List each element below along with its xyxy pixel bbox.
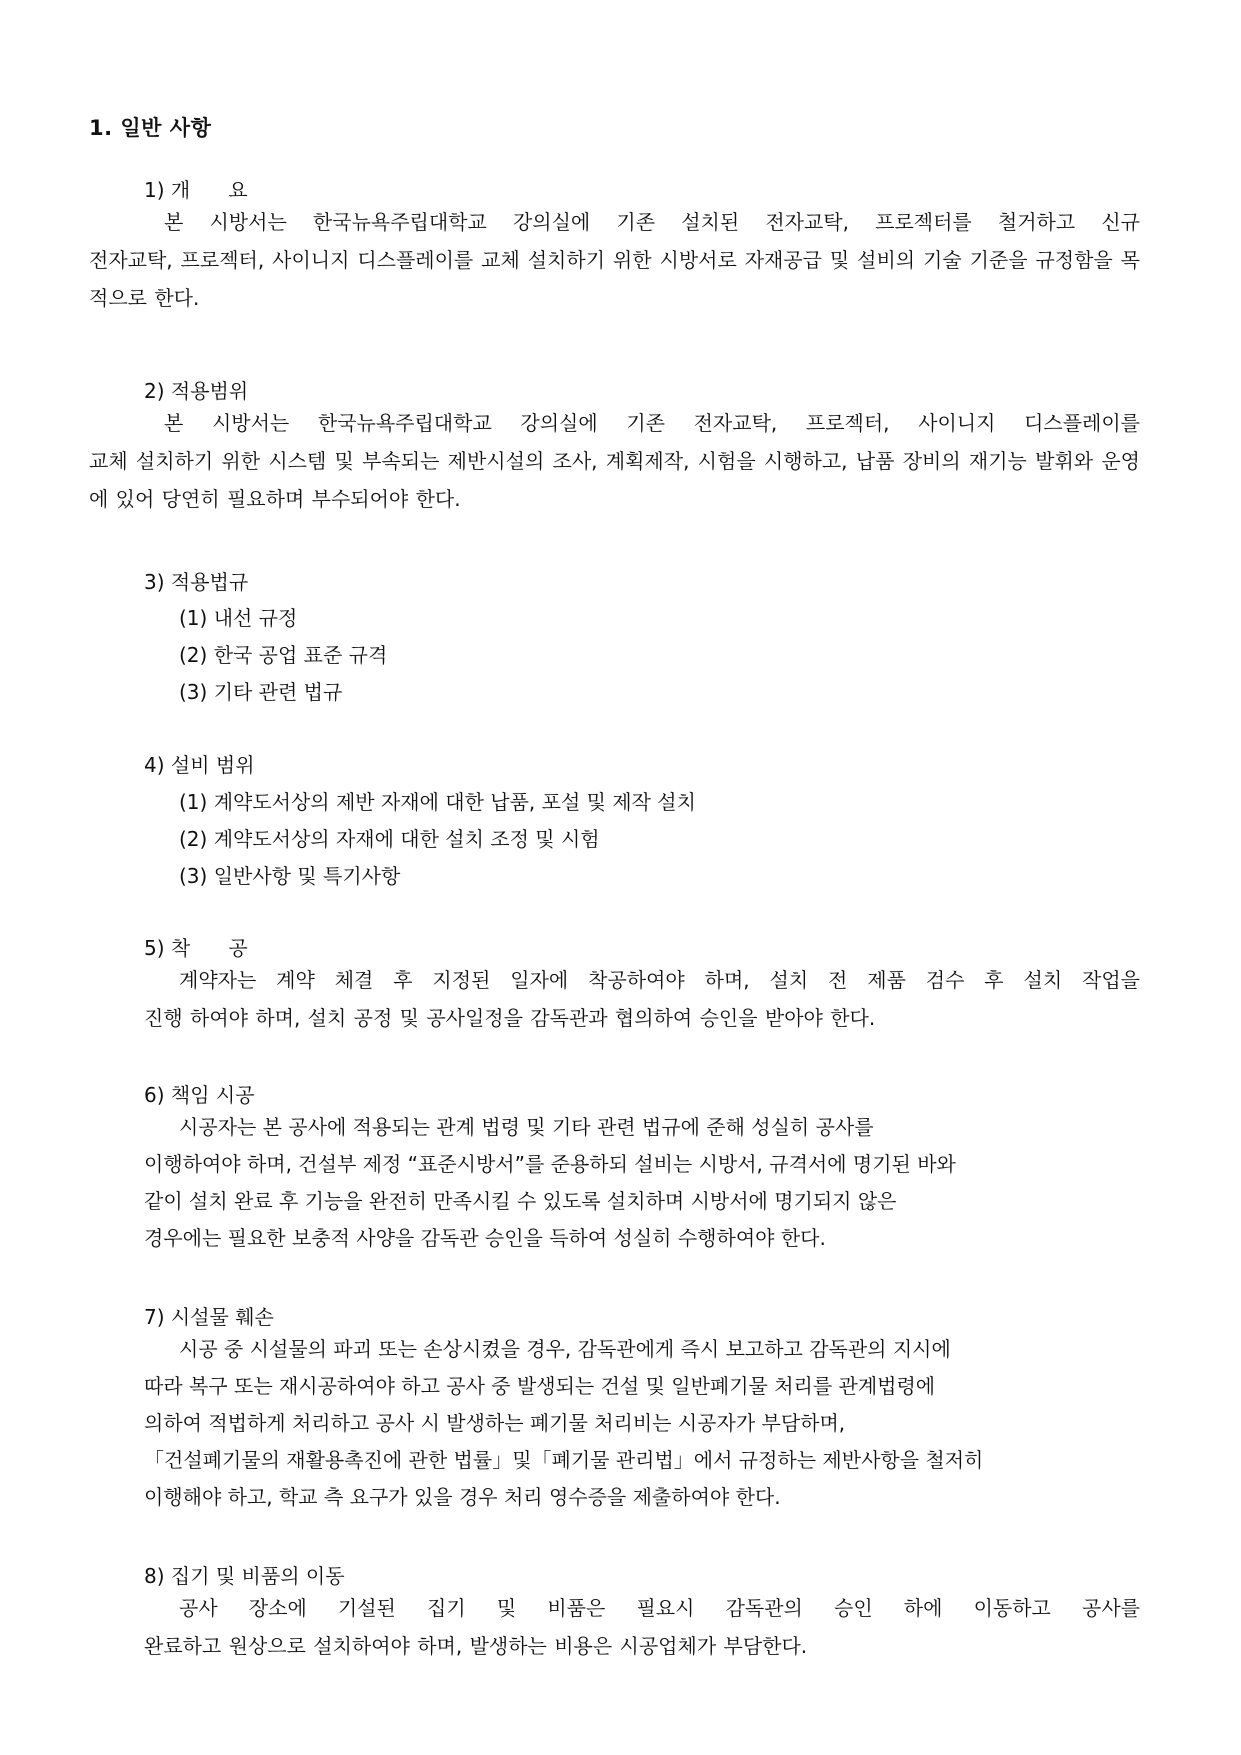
paragraph-body: 교체 설치하기 위한 시스템 및 부속되는 제반시설의 조사, 계획제작, 시험을 시행하고, 납품 장비의 재기능 발휘와 운영에 있어 당연히 필요하며 부수되어야 한다. bbox=[89, 449, 1140, 511]
subsection-heading: 1) 개 요 bbox=[144, 178, 248, 202]
paragraph-line: 이행하여야 하며, 건설부 제정 “표준시방서”를 준용하되 설비는 시방서, 규격서에 명기된 바와 bbox=[144, 1152, 956, 1176]
subsection-heading: 6) 책임 시공 bbox=[144, 1083, 255, 1107]
paragraph-line: 시공자는 본 공사에 적용되는 관계 법령 및 기타 관련 법규에 준해 성실히 공사를 bbox=[179, 1115, 874, 1139]
subsection-heading: 5) 착 공 bbox=[144, 936, 248, 960]
paragraph-line: 「건설폐기물의 재활용촉진에 관한 법률」및「폐기물 관리법」에서 규정하는 제반사항을 철저히 bbox=[144, 1448, 984, 1472]
paragraph-line: 이행해야 하고, 학교 측 요구가 있을 경우 처리 영수증을 제출하여야 한다. bbox=[144, 1485, 781, 1509]
list-item: (3) 일반사항 및 특기사항 bbox=[179, 864, 401, 888]
paragraph-line: 의하여 적법하게 처리하고 공사 시 발생하는 폐기물 처리비는 시공자가 부담하며, bbox=[144, 1411, 846, 1435]
subsection-heading: 4) 설비 범위 bbox=[144, 753, 255, 777]
section-title: 1. 일반 사항 bbox=[89, 116, 212, 140]
subsection-heading: 8) 집기 및 비품의 이동 bbox=[144, 1564, 345, 1588]
list-item: (1) 계약도서상의 제반 자재에 대한 납품, 포설 및 제작 설치 bbox=[179, 790, 696, 814]
paragraph-line: 따라 복구 또는 재시공하여야 하고 공사 중 발생되는 건설 및 일반폐기물 처리를 관계법령에 bbox=[144, 1374, 936, 1398]
subsection-heading: 7) 시설물 훼손 bbox=[144, 1305, 274, 1329]
paragraph-line: 계약자는 계약 체결 후 지정된 일자에 착공하여야 하며, 설치 전 제품 검수 후 설치 작업을 bbox=[179, 968, 1140, 992]
paragraph-line: 같이 설치 완료 후 기능을 완전히 만족시킬 수 있도록 설치하며 시방서에 명기되지 않은 bbox=[144, 1189, 897, 1213]
list-item: (1) 내선 규정 bbox=[179, 606, 298, 630]
subsection-heading: 2) 적용범위 bbox=[144, 379, 249, 403]
paragraph-line: 공사 장소에 기설된 집기 및 비품은 필요시 감독관의 승인 하에 이동하고 공사를 bbox=[179, 1596, 1140, 1620]
paragraph-line: 본 시방서는 한국뉴욕주립대학교 강의실에 기존 설치된 전자교탁, 프로젝터를 철거하고 신규 bbox=[164, 210, 1140, 234]
paragraph-line: 경우에는 필요한 보충적 사양을 감독관 승인을 득하여 성실히 수행하여야 한다. bbox=[144, 1226, 826, 1250]
paragraph-body: 전자교탁, 프로젝터, 사이니지 디스플레이를 교체 설치하기 위한 시방서로 자재공급 및 설비의 기술 기준을 규정함을 목적으로 한다. bbox=[89, 248, 1140, 310]
paragraph-body: 진행 하여야 하며, 설치 공정 및 공사일정을 감독관과 협의하여 승인을 받아야 한다. bbox=[144, 1006, 876, 1030]
paragraph-body: 완료하고 원상으로 설치하여야 하며, 발생하는 비용은 시공업체가 부담한다. bbox=[144, 1634, 808, 1658]
list-item: (3) 기타 관련 법규 bbox=[179, 680, 343, 704]
list-item: (2) 한국 공업 표준 규격 bbox=[179, 643, 388, 667]
paragraph-line: 본 시방서는 한국뉴욕주립대학교 강의실에 기존 전자교탁, 프로젝터, 사이니지 디스플레이를 bbox=[164, 411, 1140, 435]
paragraph-line: 시공 중 시설물의 파괴 또는 손상시켰을 경우, 감독관에게 즉시 보고하고 감독관의 지시에 bbox=[179, 1337, 951, 1361]
subsection-heading: 3) 적용법규 bbox=[144, 570, 249, 594]
list-item: (2) 계약도서상의 자재에 대한 설치 조정 및 시험 bbox=[179, 827, 600, 851]
